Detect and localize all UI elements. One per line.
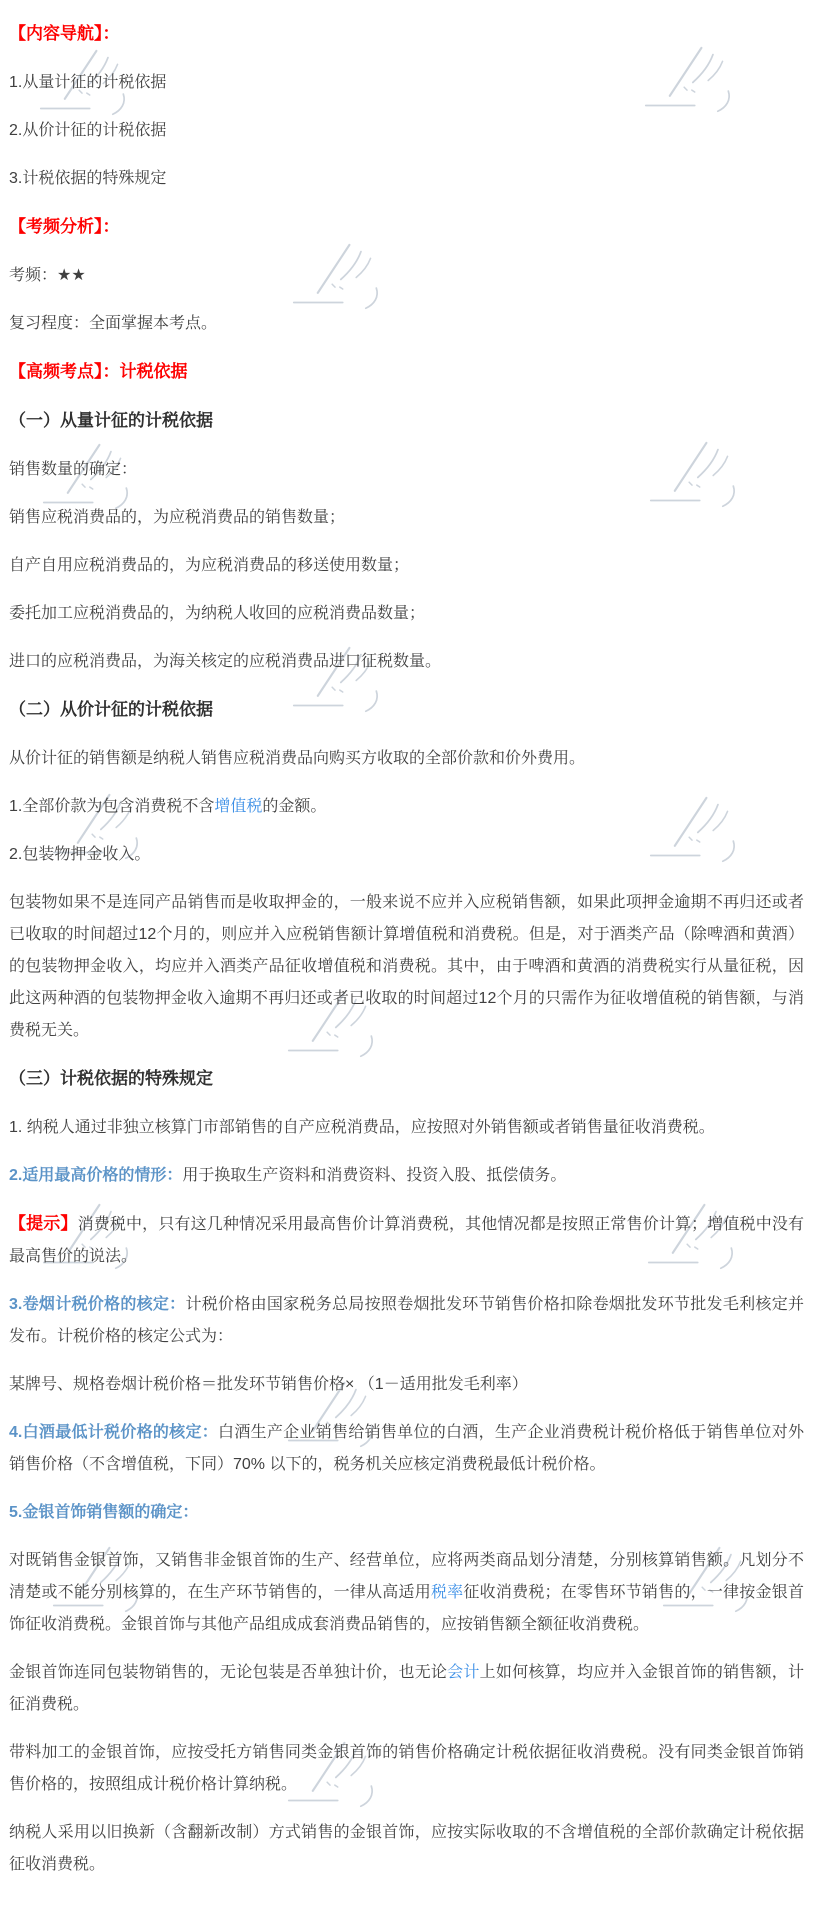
text-run: 金银首饰连同包装物销售的，无论包装是否单独计价，也无论: [9, 1664, 448, 1681]
section-tag-hot-topic: [9, 356, 804, 389]
section-heading-text: （一）从量计征的计税依据: [9, 411, 213, 430]
red-tag-text: 【考频分析】：: [9, 217, 120, 236]
inline-link[interactable]: 会计: [447, 1664, 480, 1681]
para-special-1: [9, 1112, 804, 1144]
para-packaging-deposit-title: [9, 839, 804, 871]
text-run: 销售数量的确定：: [9, 461, 138, 478]
section-heading-text: （三）计税依据的特殊规定: [9, 1069, 213, 1088]
red-tag-text: 【内容导航】：: [9, 24, 120, 43]
nav-item-2: [9, 115, 804, 147]
red-tag-text: 【提示】: [9, 1214, 78, 1233]
para-special-5-title: [9, 1497, 804, 1529]
blue-subheading-text: 5.金银首饰销售额的确定：: [9, 1504, 199, 1521]
inline-link[interactable]: 税率: [430, 1584, 464, 1601]
text-run: 计税价格由国家税务总局按照卷烟批发环节销售价格扣除卷烟批发环节批发毛利核定并发布。计税价格的核定公式为：: [9, 1296, 804, 1345]
para-gold-4: [9, 1817, 804, 1881]
para-packaging-deposit-body: [9, 887, 804, 1047]
para-gold-1: [9, 1545, 804, 1641]
blue-subheading-text: 3.卷烟计税价格的核定：: [9, 1296, 186, 1313]
nav-item-3: [9, 163, 804, 195]
text-run: 委托加工应税消费品的，为纳税人收回的应税消费品数量；: [9, 605, 426, 622]
heading-part-three: [9, 1063, 804, 1096]
text-run: 用于换取生产资料和消费资料、投资入股、抵偿债务。: [182, 1167, 567, 1184]
text-run: 消费税中，只有这几种情况采用最高售价计算消费税，其他情况都是按照正常售价计算；增值税中没有最高售价的说法。: [9, 1216, 804, 1265]
heading-part-two: [9, 694, 804, 727]
para-sales-quantity-4: [9, 646, 804, 678]
para-full-price: [9, 791, 804, 823]
text-run: 销售应税消费品的，为应税消费品的销售数量；: [9, 509, 346, 526]
text-run: 1. 纳税人通过非独立核算门市部销售的自产应税消费品，应按照对外销售额或者销售量征收消费税。: [9, 1119, 715, 1136]
text-run: 自产自用应税消费品的，为应税消费品的移送使用数量；: [9, 557, 410, 574]
text-run: 进口的应税消费品，为海关核定的应税消费品进口征税数量。: [9, 653, 442, 670]
para-tip: [9, 1208, 804, 1273]
para-gold-3: [9, 1737, 804, 1801]
text-run: 征收消费税；在零售环节销售的，一律按金银首饰征收消费税。金银首饰与其他产品组成成套消费品销售的，应按销售额全额征收消费税。: [9, 1584, 804, 1633]
para-sales-quantity-3: [9, 598, 804, 630]
para-gold-2: [9, 1657, 804, 1721]
para-special-2: [9, 1160, 804, 1192]
text-run: 3.计税依据的特殊规定: [9, 170, 167, 187]
para-special-3: [9, 1289, 804, 1353]
text-run: 2.从价计征的计税依据: [9, 122, 167, 139]
text-run: 纳税人采用以旧换新（含翻新改制）方式销售的金银首饰，应按实际收取的不含增值税的全部价款确定计税依据征收消费税。: [9, 1824, 804, 1873]
para-advalorem-intro: [9, 743, 804, 775]
review-level-line: [9, 308, 804, 340]
text-run: 考频：★★: [9, 267, 86, 284]
text-run: 1.从量计征的计税依据: [9, 74, 167, 91]
inline-link[interactable]: 增值税: [214, 798, 263, 815]
text-run: 上如何核算，均应并入金银首饰的销售额，计征消费税。: [9, 1664, 804, 1713]
red-tag-text: 【高频考点】：计税依据: [9, 362, 188, 381]
text-run: 白酒生产企业销售给销售单位的白酒，生产企业消费税计税价格低于销售单位对外销售价格（不含增值税，下同）70% 以下的，税务机关应核定消费税最低计税价格。: [9, 1424, 804, 1473]
para-special-4: [9, 1417, 804, 1481]
para-sales-quantity-2: [9, 550, 804, 582]
para-formula: [9, 1369, 804, 1401]
para-sales-quantity-title: [9, 454, 804, 486]
text-run: 包装物如果不是连同产品销售而是收取押金的，一般来说不应并入应税销售额，如果此项押金逾期不再归还或者已收取的时间超过12个月的，则应并入应税销售额计算增值税和消费税。但是，对于酒类产品（除啤酒和黄酒）的包装物押金收入，均应并入酒类产品征收增值税和消费税。其中，由于啤酒和黄酒的消费税实行从量征税，因此这两种酒的包装物押金收入逾期不再归还或者已收取的时间超过12个月的只需作为征收增值税的销售额，与消费税无关。: [9, 894, 804, 1039]
text-run: 2.包装物押金收入。: [9, 846, 151, 863]
text-run: 复习程度：全面掌握本考点。: [9, 315, 218, 332]
section-heading-text: （二）从价计征的计税依据: [9, 700, 213, 719]
section-tag-content-nav: [9, 18, 804, 51]
blue-subheading-text: 4.白酒最低计税价格的核定：: [9, 1424, 219, 1441]
text-run: 1.全部价款为包含消费税不含: [9, 798, 215, 815]
text-run: 带料加工的金银首饰，应按受托方销售同类金银首饰的销售价格确定计税依据征收消费税。没有同类金银首饰销售价格的，按照组成计税价格计算纳税。: [9, 1744, 804, 1793]
exam-frequency-line: [9, 260, 804, 292]
text-run: 的金额。: [262, 798, 327, 815]
text-run: 从价计征的销售额是纳税人销售应税消费品向购买方收取的全部价款和价外费用。: [9, 750, 586, 767]
text-run: 对既销售金银首饰，又销售非金银首饰的生产、经营单位，应将两类商品划分清楚，分别核算销售额。凡划分不清楚或不能分别核算的，在生产环节销售的，一律从高适用: [9, 1552, 804, 1601]
nav-item-1: [9, 67, 804, 99]
blue-subheading-text: 2.适用最高价格的情形：: [9, 1167, 183, 1184]
section-tag-exam-frequency: [9, 211, 804, 244]
text-run: 某牌号、规格卷烟计税价格＝批发环节销售价格× （1－适用批发毛利率）: [9, 1376, 528, 1393]
para-sales-quantity-1: [9, 502, 804, 534]
heading-part-one: [9, 405, 804, 438]
